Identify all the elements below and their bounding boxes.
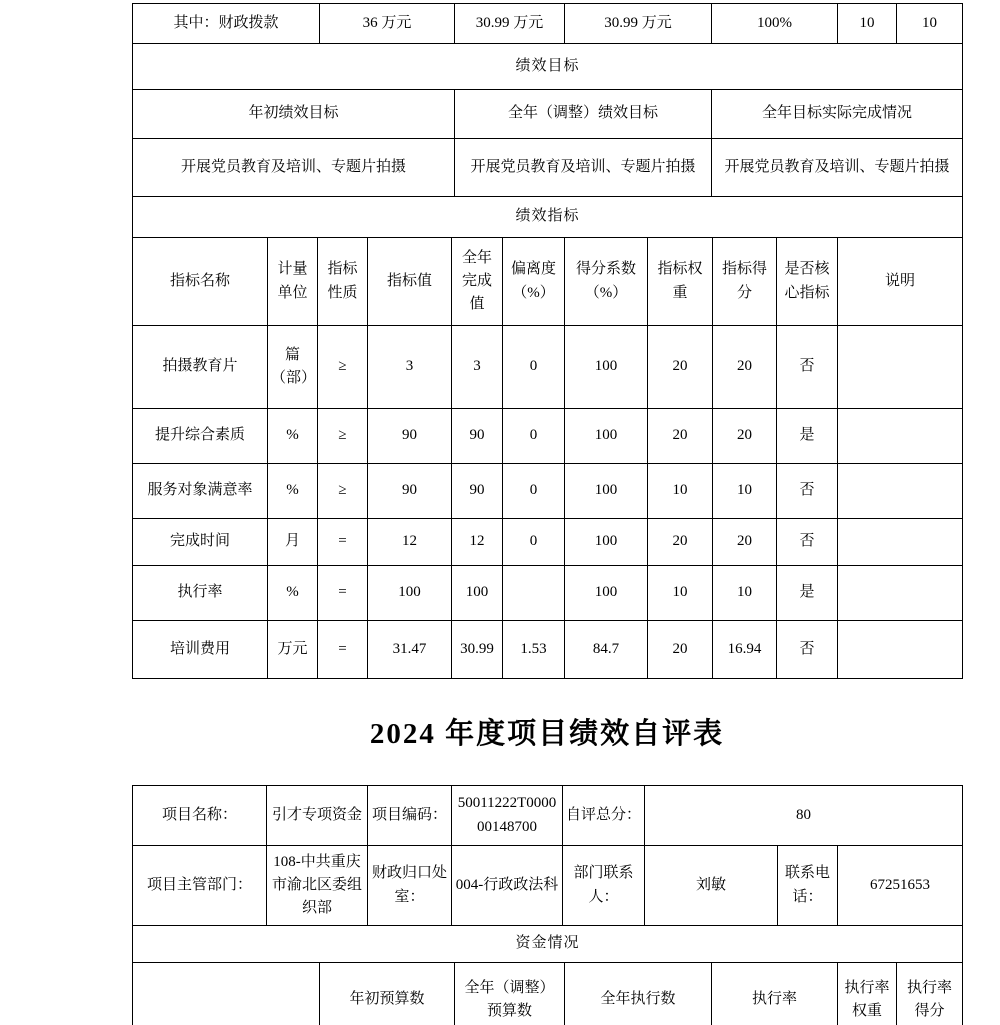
indicator-unit-cell: %: [268, 464, 318, 519]
indicator-core-cell: 否: [777, 464, 838, 519]
budget-header-executed: 全年执行数: [565, 963, 712, 1025]
finance-office-value: 004-行政政法科: [452, 846, 563, 926]
indicator-target-cell: 90: [368, 464, 452, 519]
indicator-note-cell: [838, 519, 963, 566]
indicator-header-target: 指标值: [368, 238, 452, 326]
project-name-value: 引才专项资金: [267, 786, 368, 846]
indicator-unit-cell: 篇（部）: [268, 326, 318, 409]
indicator-row: [133, 409, 963, 464]
indicator-coefficient-cell: 100: [565, 409, 648, 464]
indicator-header-nature: 指标性质: [318, 238, 368, 326]
goals-table: [132, 43, 963, 197]
project-name-label: 项目名称：: [133, 786, 267, 846]
budget-header-rate-weight: 执行率权重: [838, 963, 897, 1025]
indicator-coefficient-cell: 100: [565, 519, 648, 566]
indicator-completed-cell: 12: [452, 519, 503, 566]
indicator-name-cell: 服务对象满意率: [133, 464, 268, 519]
budget-header-row: [133, 963, 963, 1025]
indicator-core-cell: 否: [777, 621, 838, 679]
carryover-table: [132, 3, 963, 679]
contact-label: 部门联系人：: [563, 846, 645, 926]
indicator-name-cell: 拍摄教育片: [133, 326, 268, 409]
budget-header-table: [132, 962, 963, 1025]
indicator-unit-cell: 万元: [268, 621, 318, 679]
indicator-name-cell: 执行率: [133, 566, 268, 621]
goals-value-row: [133, 139, 963, 197]
project-info-row: [133, 786, 963, 846]
goals-header-row: [133, 90, 963, 139]
self-score-value: 80: [645, 786, 963, 846]
indicator-weight-cell: 10: [648, 464, 713, 519]
indicator-name-cell: 提升综合素质: [133, 409, 268, 464]
contact-value: 刘敏: [645, 846, 778, 926]
indicator-coefficient-cell: 100: [565, 326, 648, 409]
indicator-weight-cell: 20: [648, 519, 713, 566]
indicator-score-cell: 20: [713, 409, 777, 464]
funding-rate-score-cell: 10: [897, 4, 963, 44]
indicator-coefficient-cell: 100: [565, 464, 648, 519]
indicator-weight-cell: 10: [648, 566, 713, 621]
indicator-weight-cell: 20: [648, 409, 713, 464]
dept-info-row: [133, 846, 963, 926]
goals-header-adjusted: 全年（调整）绩效目标: [455, 90, 712, 139]
indicator-deviation-cell: 0: [503, 464, 565, 519]
indicator-nature-cell: ≥: [318, 464, 368, 519]
indicator-core-cell: 否: [777, 519, 838, 566]
indicator-completed-cell: 100: [452, 566, 503, 621]
goals-header-actual: 全年目标实际完成情况: [712, 90, 963, 139]
indicators-section-row: [133, 197, 963, 238]
indicator-score-cell: 16.94: [713, 621, 777, 679]
funding-row: [133, 4, 963, 44]
goals-header-initial: 年初绩效目标: [133, 90, 455, 139]
indicator-row: [133, 566, 963, 621]
indicator-note-cell: [838, 326, 963, 409]
budget-header-rate-score: 执行率得分: [897, 963, 963, 1025]
indicator-deviation-cell: 0: [503, 519, 565, 566]
indicator-name-cell: 完成时间: [133, 519, 268, 566]
indicator-unit-cell: 月: [268, 519, 318, 566]
indicator-note-cell: [838, 409, 963, 464]
indicator-target-cell: 100: [368, 566, 452, 621]
indicator-deviation-cell: 1.53: [503, 621, 565, 679]
indicator-deviation-cell: 0: [503, 326, 565, 409]
indicator-header-score: 指标得分: [713, 238, 777, 326]
indicators-header-row: [133, 238, 963, 326]
indicator-target-cell: 3: [368, 326, 452, 409]
indicator-row: [133, 326, 963, 409]
indicator-header-deviation: 偏离度（%）: [503, 238, 565, 326]
indicator-header-unit: 计量单位: [268, 238, 318, 326]
indicator-nature-cell: ≥: [318, 326, 368, 409]
phone-value: 67251653: [838, 846, 963, 926]
page-title: 2024 年度项目绩效自评表: [369, 718, 725, 750]
indicator-score-cell: 20: [713, 519, 777, 566]
indicator-row: [133, 621, 963, 679]
indicator-target-cell: 12: [368, 519, 452, 566]
indicator-note-cell: [838, 566, 963, 621]
indicator-nature-cell: =: [318, 519, 368, 566]
indicator-name-cell: 培训费用: [133, 621, 268, 679]
self-score-label: 自评总分：: [563, 786, 645, 846]
indicator-nature-cell: =: [318, 621, 368, 679]
indicator-nature-cell: ≥: [318, 409, 368, 464]
funding-label-cell: 其中：财政拨款: [133, 4, 320, 44]
indicators-table: [132, 196, 963, 679]
indicator-coefficient-cell: 84.7: [565, 621, 648, 679]
budget-header-adjusted: 全年（调整）预算数: [455, 963, 565, 1025]
indicator-header-weight: 指标权重: [648, 238, 713, 326]
indicator-unit-cell: %: [268, 409, 318, 464]
indicator-deviation-cell: 0: [503, 409, 565, 464]
indicator-header-core: 是否核心指标: [777, 238, 838, 326]
indicator-nature-cell: =: [318, 566, 368, 621]
indicator-score-cell: 10: [713, 464, 777, 519]
phone-label: 联系电话：: [778, 846, 838, 926]
funding-executed-cell: 30.99 万元: [565, 4, 712, 44]
budget-header-initial: 年初预算数: [320, 963, 455, 1025]
goals-value-adjusted: 开展党员教育及培训、专题片拍摄: [455, 139, 712, 197]
funding-section-title: 资金情况: [133, 926, 963, 963]
goals-section-title: 绩效目标: [133, 44, 963, 90]
budget-header-blank: [133, 963, 320, 1025]
project-code-value: 50011222T000000148700: [452, 786, 563, 846]
self-eval-section: [132, 678, 963, 1025]
indicator-core-cell: 是: [777, 566, 838, 621]
finance-office-label: 财政归口处室：: [368, 846, 452, 926]
indicator-coefficient-cell: 100: [565, 566, 648, 621]
dept-value: 108-中共重庆市渝北区委组织部: [267, 846, 368, 926]
indicator-note-cell: [838, 621, 963, 679]
indicator-target-cell: 90: [368, 409, 452, 464]
funding-row-table: [132, 3, 963, 44]
indicator-score-cell: 10: [713, 566, 777, 621]
dept-label: 项目主管部门：: [133, 846, 267, 926]
funding-initial-budget-cell: 36 万元: [320, 4, 455, 44]
indicator-score-cell: 20: [713, 326, 777, 409]
goals-value-actual: 开展党员教育及培训、专题片拍摄: [712, 139, 963, 197]
indicator-core-cell: 是: [777, 409, 838, 464]
indicator-deviation-cell: [503, 566, 565, 621]
indicator-unit-cell: %: [268, 566, 318, 621]
budget-header-rate: 执行率: [712, 963, 838, 1025]
indicator-completed-cell: 30.99: [452, 621, 503, 679]
goals-value-initial: 开展党员教育及培训、专题片拍摄: [133, 139, 455, 197]
goals-section-row: [133, 44, 963, 90]
indicator-header-completed: 全年完成值: [452, 238, 503, 326]
self-eval-info-table: [132, 785, 963, 963]
indicator-completed-cell: 90: [452, 409, 503, 464]
indicators-section-title: 绩效指标: [133, 197, 963, 238]
indicator-note-cell: [838, 464, 963, 519]
indicator-row: [133, 519, 963, 566]
funding-section-row: [133, 926, 963, 963]
indicator-weight-cell: 20: [648, 621, 713, 679]
funding-adjusted-budget-cell: 30.99 万元: [455, 4, 565, 44]
indicator-header-note: 说明: [838, 238, 963, 326]
project-code-label: 项目编码：: [368, 786, 452, 846]
funding-rate-weight-cell: 10: [838, 4, 897, 44]
indicator-completed-cell: 3: [452, 326, 503, 409]
indicator-target-cell: 31.47: [368, 621, 452, 679]
indicator-completed-cell: 90: [452, 464, 503, 519]
indicator-weight-cell: 20: [648, 326, 713, 409]
indicator-core-cell: 否: [777, 326, 838, 409]
indicator-row: [133, 464, 963, 519]
indicator-header-name: 指标名称: [133, 238, 268, 326]
funding-execution-rate-cell: 100%: [712, 4, 838, 44]
indicator-header-coefficient: 得分系数（%）: [565, 238, 648, 326]
